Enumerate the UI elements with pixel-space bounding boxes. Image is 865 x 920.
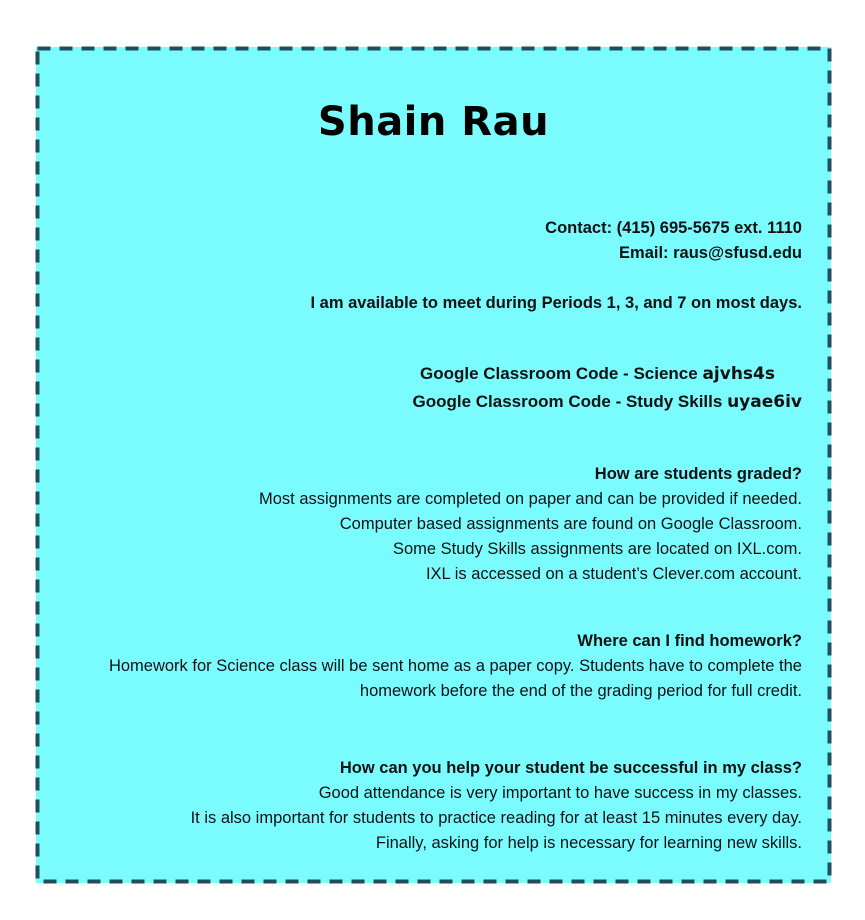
section-heading: Where can I find homework? xyxy=(577,632,802,650)
classroom-code-study-skills xyxy=(413,391,803,413)
classroom-code-label: Google Classroom Code - Study Skills xyxy=(412,392,728,411)
classroom-code-label: Google Classroom Code - Science xyxy=(419,364,703,383)
contact-email: Email: raus@sfusd.edu xyxy=(619,244,802,262)
section-line: Some Study Skills assignments are located on IXL.com. xyxy=(392,540,802,558)
section-heading: How can you help your student be successful in my class? xyxy=(339,759,802,777)
section-line: IXL is accessed on a student’s Clever.com account. xyxy=(425,565,802,583)
teacher-info-card xyxy=(36,47,831,883)
section-heading: How are students graded? xyxy=(594,465,802,483)
section-line: It is also important for students to practice reading for at least 15 minutes every day. xyxy=(190,809,802,827)
section-line: Homework for Science class will be sent home as a paper copy. Students have to complete the xyxy=(108,657,802,675)
section-line: homework before the end of the grading period for full credit. xyxy=(359,682,802,700)
contact-phone: Contact: (415) 695-5675 ext. 1110 xyxy=(545,219,802,237)
section-line: Most assignments are completed on paper and can be provided if needed. xyxy=(258,490,802,508)
classroom-code-science xyxy=(420,363,775,385)
classroom-code-value: uyae6iv xyxy=(727,392,802,412)
section-line: Good attendance is very important to have success in my classes. xyxy=(318,784,802,802)
availability-text: I am available to meet during Periods 1, 3, and 7 on most days. xyxy=(310,294,802,312)
classroom-code-value: ajvhs4s xyxy=(702,364,775,384)
section-line: Finally, asking for help is necessary for learning new skills. xyxy=(375,834,802,852)
section-line: Computer based assignments are found on Google Classroom. xyxy=(339,515,802,533)
teacher-name: Shain Rau xyxy=(317,99,550,145)
